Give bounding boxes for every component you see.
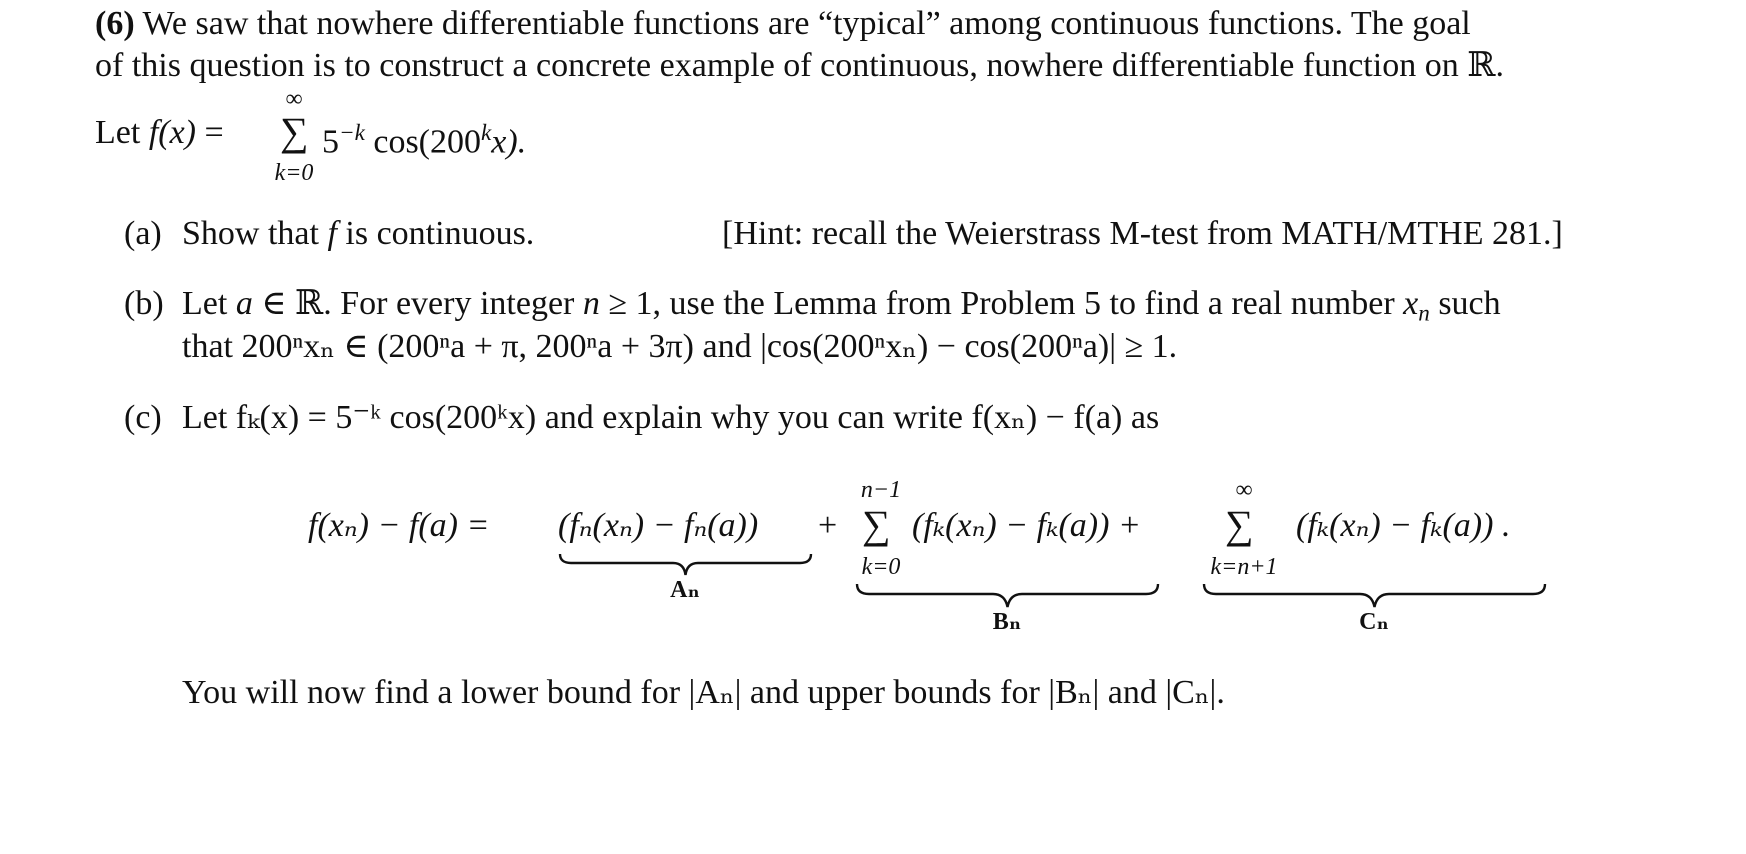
sum-1-upper: n−1 [860, 477, 902, 503]
part-a-hint: [Hint: recall the Weierstrass M-test from MATH/MTHE 281.] [722, 215, 1563, 252]
sum-1-sign: ∑ [862, 502, 891, 547]
part-a-label: (a) [124, 215, 162, 252]
part-c-label: (c) [124, 399, 162, 436]
definition-lhs: Let f(x) = [95, 114, 224, 151]
part-b-line-1: Let a ∈ ℝ. For every integer n ≥ 1, use the Lemma from Problem 5 to find a real number $x_n$ such [182, 285, 1501, 327]
part-a-text: Show that f is continuous. [182, 215, 535, 252]
equation-plus: + [818, 507, 838, 544]
definition-sum-sign: ∑ [280, 109, 309, 154]
sum-2-sign: ∑ [1225, 502, 1254, 547]
equation-term-a: (fₙ(xₙ) − fₙ(a)) [558, 507, 759, 544]
label-b-n: Bₙ [992, 609, 1022, 635]
part-b-line-2: that 200ⁿxₙ ∈ (200ⁿa + π, 200ⁿa + 3π) and |cos(200ⁿxₙ) − cos(200ⁿa)| ≥ 1. [182, 328, 1178, 365]
sum-2-lower: k=n+1 [1210, 554, 1278, 580]
intro-line-2: of this question is to construct a concrete example of continuous, nowhere differentiable function on ℝ. [95, 47, 1504, 84]
intro-line-1: (6) We saw that nowhere differentiable functions are “typical” among continuous functions. The goal [95, 5, 1471, 42]
closing-sentence: You will now find a lower bound for |Aₙ| and upper bounds for |Bₙ| and |Cₙ|. [182, 674, 1225, 711]
label-c-n: Cₙ [1359, 609, 1389, 635]
equation-term-b: (fₖ(xₙ) − fₖ(a)) + [912, 507, 1141, 544]
definition-term: $5^{-k}$ cos(200$^k$x). [322, 120, 527, 161]
sum-2-upper: ∞ [1235, 477, 1253, 503]
definition-sum-upper: ∞ [285, 86, 303, 112]
part-c-text: Let fₖ(x) = 5⁻ᵏ cos(200ᵏx) and explain why you can write f(xₙ) − f(a) as [182, 399, 1160, 436]
definition-sum-lower: k=0 [274, 160, 314, 186]
equation-term-c: (fₖ(xₙ) − fₖ(a)) . [1296, 507, 1511, 544]
problem-number: (6) [95, 5, 135, 42]
sum-1-lower: k=0 [861, 554, 901, 580]
equation-lhs: f(xₙ) − f(a) = [308, 507, 490, 544]
label-a-n: Aₙ [670, 577, 700, 603]
part-b-label: (b) [124, 285, 164, 322]
